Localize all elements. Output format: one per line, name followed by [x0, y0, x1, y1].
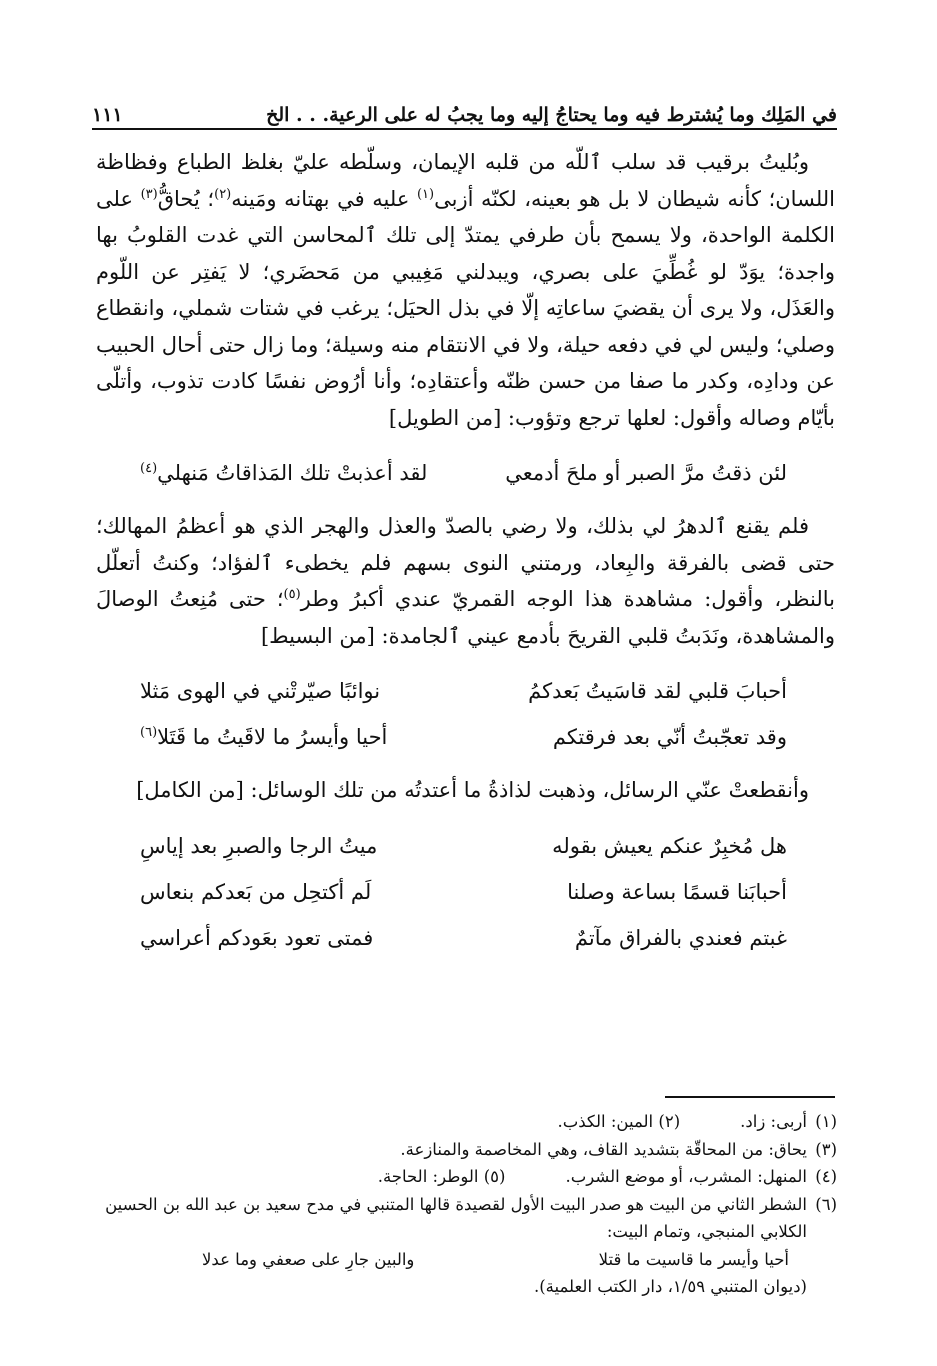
footnote-4-5-text — [92, 1163, 807, 1191]
verse-2-line-2 — [96, 714, 835, 760]
verse-3-line-2-left: لَم أكتحِل من بَعدكم بنعاس — [140, 879, 372, 904]
verse-3-line-1 — [96, 823, 835, 869]
verse-3-line-3-left: فمتى تعود بعَودكم أعراسي — [140, 925, 374, 950]
verse-1-right: لئن ذقتُ مرَّ الصبر أو ملحَ أدمعي — [505, 461, 787, 485]
p2-text-2: ؛ حتى مُنِعتُ الوصالَ والمشاهدة، ونَدَبتُ قلبي القريحَ بأدمع عيني ٱلجامدة: [من البسيط] — [96, 587, 835, 648]
footnote-ref-1[interactable]: (١) — [416, 186, 435, 202]
footnote-1-2 — [92, 1108, 837, 1136]
footnote-3-text: يحاق: من المحاقّة بتشديد القاف، وهي المخاصمة والمنازعة. — [400, 1139, 807, 1159]
footnote-6-verse — [92, 1246, 837, 1274]
verse-3-line-1-right: هل مُخبِرٌ عنكم يعيش بقوله — [552, 833, 787, 858]
paragraph-1 — [96, 144, 835, 436]
footnote-5-text: الوطر: الحاجة. — [377, 1167, 479, 1186]
verse-2-line-1 — [96, 668, 835, 714]
verse-2-line-2-left: أحيا وأيسرُ ما لاقَيتُ ما قَتَلا — [157, 725, 388, 749]
main-text — [96, 144, 835, 961]
verse-2-line-1-left: نوائبًا صيّرتْني في الهوى مَثلا — [140, 679, 381, 703]
footnote-6-source: (ديوان المتنبي ١/٥٩، دار الكتب العلمية). — [533, 1277, 807, 1296]
verse-3-line-2-right: أحبابَنا قسمًا بساعة وصلنا — [567, 879, 787, 904]
footnote-3-number: (٣) — [815, 1139, 837, 1159]
p1-text-2: عليه في بهتانه ومَينه — [231, 186, 417, 211]
page-number: ١١١ — [92, 104, 123, 126]
header-rule — [92, 128, 837, 130]
footnote-ref-2[interactable]: (٢) — [214, 186, 232, 202]
footnote-1-2-text — [92, 1108, 807, 1136]
footnote-ref-3[interactable]: (٣) — [140, 186, 158, 202]
paragraph-3: وأنقطعتْ عنّي الرسائل، وذهبت لذاذةُ ما أعتدتُه من تلك الوسائل: [من الكامل] — [136, 778, 809, 802]
footnote-ref-6[interactable]: (٦) — [140, 725, 158, 740]
p1-text-3: ؛ يُحاقُّ — [157, 186, 215, 211]
footnote-4-number: (٤) — [815, 1167, 837, 1186]
running-header — [92, 86, 837, 126]
verse-3-line-2 — [96, 869, 835, 915]
p1-text-1: وبُليتُ برقيب قد سلب ٱللّه من قلبه الإيمان، وسلّطه عليّ بغلظ الطباع وفظاظة اللسان؛ كأنه شيطان لا بل هو بعينه، لكنّه أزبى — [96, 150, 836, 211]
footnote-6 — [92, 1191, 837, 1246]
verse-1 — [96, 450, 835, 496]
footnote-3 — [92, 1136, 837, 1164]
footnote-6-verse-left: والبين جارِ على صعفي وما عدلا — [202, 1249, 415, 1269]
verse-2-line-2-left-wrap — [140, 714, 387, 760]
verse-3-line-3 — [96, 915, 835, 961]
verse-1-left-wrap — [140, 450, 427, 496]
paragraph-2 — [96, 508, 835, 654]
verse-1-left: لقد أعذبتْ تلك المَذاقاتُ مَنهلي — [157, 461, 428, 485]
header-title: في المَلِك وما يُشترط فيه وما يحتاجُ إليه وما يجبُ له على الرعية. . . الخ — [266, 104, 837, 126]
footnote-4-text: المنهل: المشرب، أو موضع الشرب. — [565, 1167, 807, 1186]
footnote-6-verse-right: أحيا وأيسر ما قاسيت ما قتلا — [598, 1249, 789, 1269]
footnote-2-text: المين: الكذب. — [557, 1112, 654, 1131]
footnote-rule — [665, 1096, 835, 1098]
verse-3-line-1-left: ميتُ الرجا والصبرِ بعد إياسِ — [140, 833, 378, 858]
verse-3-line-3-right: غبتم فعندي بالفراق مآتمٌ — [574, 925, 787, 950]
verse-2-line-2-right: وقد تعجّبتُ أنّي بعد فرقتكم — [552, 725, 787, 749]
p1-text-4: على الكلمة الواحدة، ولا يسمح بأن طرفي يمتدّ إلى تلك ٱلمحاسن التي غدت القلوبُ بها واجدة؛ يوَدّ لو غُطِّيَ على بصري، ويبدلني مَغِيبي من مَحضَري؛ لا يَفتِر عن اللّوم والعَذَل، ولا يرى أن يقضيَ ساعاتِه إلّا في بذل الحيَل؛ يرغب في شتات شملي، وانقطاع وصلي؛ وليس لي في دفعه حيلة، ولا في الانتقام منه وسيلة؛ وما زال حتى أحال الحبيب عن ودادِه، وكدر ما صفا من حسن ظنّه وأعتقادِه؛ وأنا أرُوض نفسًا كادت تذوب، وأتلّى بأيّام وصاله وأقول: لعلها ترجع وتؤوب: [من الطويل] — [96, 186, 835, 430]
footnote-5-number: (٥) — [483, 1167, 506, 1186]
footnote-2-number: (٢) — [658, 1112, 681, 1131]
footnote-6-text: الشطر الثاني من البيت هو صدر البيت الأول لقصيدة قالها المتنبي في مدح سعيد بن عبد الله بن الحسين الكلابي المنبجي، وتمام البيت: — [105, 1194, 807, 1241]
p2-text-1: فلم يقنع ٱلدهرُ لي بذلك، ولا رضي بالصدّ والعذل والهجر الذي هو أعظمُ المهالك؛ حتى قضى بالفرقة والبِعاد، ورمتني النوى بسهم فلم يخطىء ٱلفؤاد؛ وكنتُ أتعلّل بالنظر، وأقول: مشاهدة هذا الوجه القمريّ عندي أكبرُ وطر — [96, 514, 835, 611]
verse-2-line-1-right: أحبابَ قلبي لقد قاسَيتُ بَعدكمُ — [528, 679, 787, 703]
footnote-1-number: (١) — [815, 1112, 837, 1131]
footnotes — [92, 1108, 837, 1301]
footnote-ref-4[interactable]: (٤) — [140, 461, 158, 476]
footnote-6-number: (٦) — [815, 1194, 837, 1214]
footnote-4-5 — [92, 1163, 837, 1191]
footnote-1-text: أربى: زاد. — [740, 1112, 807, 1131]
footnote-ref-5[interactable]: (٥) — [283, 587, 301, 602]
